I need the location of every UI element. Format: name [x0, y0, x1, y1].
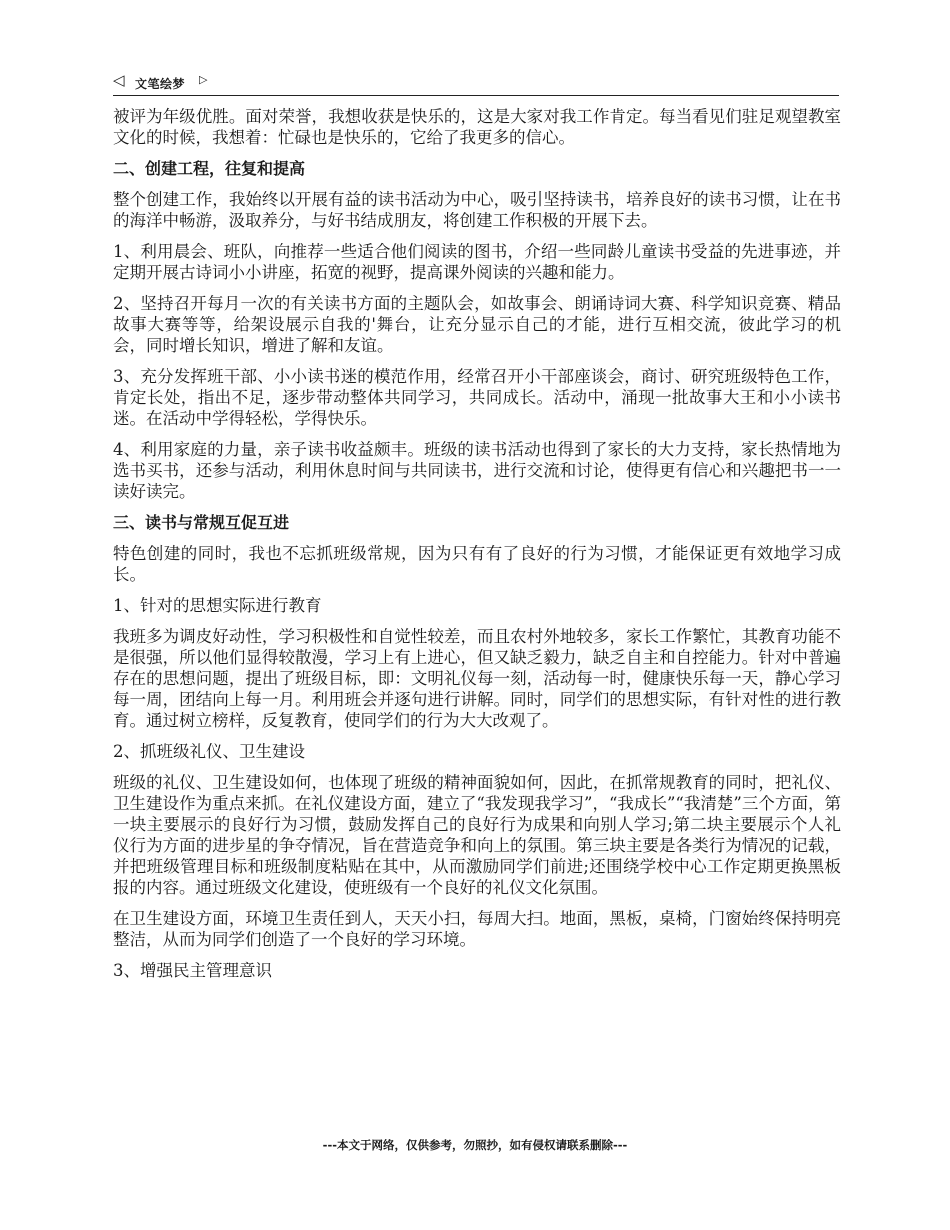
document-body	[113, 106, 841, 991]
left-triangle-icon: ◁	[113, 71, 125, 89]
paragraph: 班级的礼仪、卫生建设如何，也体现了班级的精神面貌如何，因此，在抓常规教育的同时，把礼仪、卫生建设作为重点来抓。在礼仪建设方面，建立了“我发现我学习”，“我成长”“我清楚”三个方面，第一块主要展示的良好行为习惯，鼓励发挥自己的良好行为成果和向别人学习;第二块主要展示个人礼仪行为方面的进步星的争夺情况，旨在营造竞争和向上的氛围。第三块主要是各类行为情况的记载，并把班级管理目标和班级制度粘贴在其中，从而激励同学们前进;还围绕学校中心工作定期更换黑板报的内容。通过班级文化建设，使班级有一个良好的礼仪文化氛围。	[113, 773, 841, 897]
paragraph: 特色创建的同时，我也不忘抓班级常规，因为只有有了良好的行为习惯，才能保证更有效地学习成长。	[113, 544, 841, 584]
paragraph: 2、坚持召开每月一次的有关读书方面的主题队会，如故事会、朗诵诗词大赛、科学知识竞赛、精品故事大赛等等，给架设展示自我的'舞台，让充分显示自己的才能，进行互相交流，彼此学习的机会，同时增长知识，增进了解和友谊。	[113, 294, 841, 355]
subheading: 3、增强民主管理意识	[113, 961, 272, 980]
header-brand: 文笔绘梦	[135, 77, 186, 91]
paragraph: 在卫生建设方面，环境卫生责任到人，天天小扫，每周大扫。地面，黑板，桌椅，门窗始终保持明亮整洁，从而为同学们创造了一个良好的学习环境。	[113, 909, 841, 949]
section-heading: 三、读书与常规互促互进	[113, 513, 290, 532]
subheading: 1、针对的思想实际进行教育	[113, 596, 322, 615]
paragraph: 被评为年级优胜。面对荣誉，我想收获是快乐的，这是大家对我工作肯定。每当看见们驻足观望教室文化的时候，我想着：忙碌也是快乐的，它给了我更多的信心。	[113, 107, 841, 147]
paragraph: 4、利用家庭的力量，亲子读书收益颇丰。班级的读书活动也得到了家长的大力支持，家长热情地为选书买书，还参与活动，利用休息时间与共同读书，进行交流和讨论，使得更有信心和兴趣把书一一读好读完。	[113, 440, 841, 501]
paragraph: 整个创建工作，我始终以开展有益的读书活动为中心，吸引坚持读书，培养良好的读书习惯，让在书的海洋中畅游，汲取养分，与好书结成朋友，将创建工作积极的开展下去。	[113, 190, 841, 230]
paragraph: 我班多为调皮好动性，学习积极性和自觉性较差，而且农村外地较多，家长工作繁忙，其教育功能不是很强，所以他们显得较散漫，学习上有上进心，但又缺乏毅力，缺乏自主和自控能力。针对中普遍存在的思想问题，提出了班级目标，即：文明礼仪每一刻，活动每一时，健康快乐每一天，静心学习每一周，团结向上每一月。利用班会并逐句进行讲解。同时，同学们的思想实际，有针对性的进行教育。通过树立榜样，反复教育，使同学们的行为大大改观了。	[113, 627, 841, 730]
paragraph: 1、利用晨会、班队，向推荐一些适合他们阅读的图书，介绍一些同龄儿童读书受益的先进事迹，并定期开展古诗词小小讲座，拓宽的视野，提高课外阅读的兴趣和能力。	[113, 242, 841, 282]
page-footer: ---本文于网络，仅供参考，勿照抄，如有侵权请联系删除---	[322, 1138, 628, 1152]
section-heading: 二、创建工程，往复和提高	[113, 159, 306, 178]
page-header	[113, 71, 839, 96]
subheading: 2、抓班级礼仪、卫生建设	[113, 742, 305, 761]
paragraph: 3、充分发挥班干部、小小读书迷的模范作用，经常召开小干部座谈会，商讨、研究班级特色工作，肯定长处，指出不足，逐步带动整体共同学习，共同成长。活动中，涌现一批故事大王和小小读书迷。在活动中学得轻松，学得快乐。	[113, 367, 841, 428]
right-triangle-icon: ▷	[199, 73, 208, 86]
